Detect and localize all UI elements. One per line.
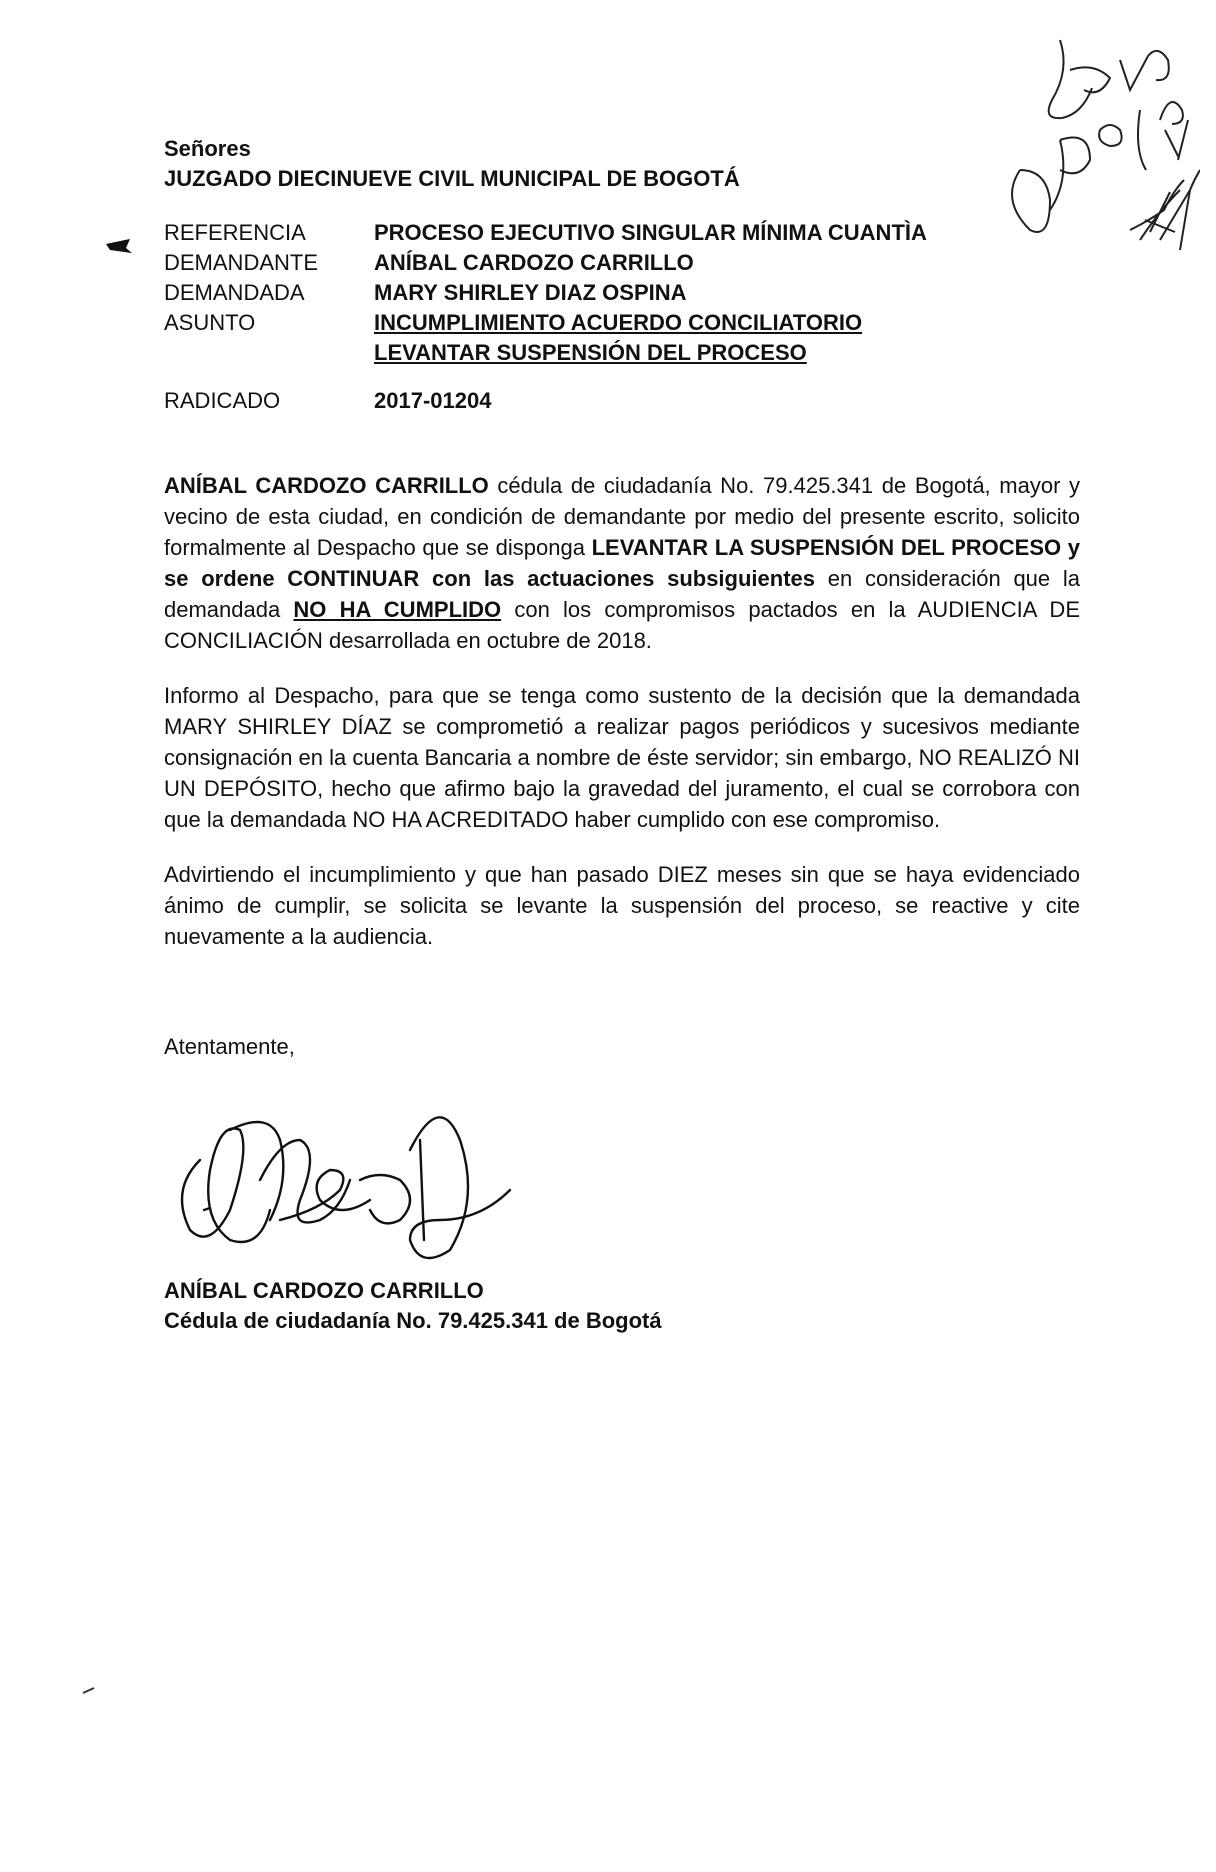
paragraph-3: Advirtiendo el incumplimiento y que han pasado DIEZ meses sin que se haya evidenciado ánimo de cumplir, se solicita se levante la suspensión del proceso, se reactive y cite nuevamente a la audiencia.: [164, 862, 1080, 949]
request-emphasis: LEVANTAR LA SUSPENSIÓN DEL PROCESO y se ordene CONTINUAR con las actuaciones subsiguientes: [164, 535, 1080, 591]
paragraph-2: Informo al Despacho, para que se tenga como sustento de la decisión que la demandada MARY SHIRLEY DÍAZ se comprometió a realizar pagos periódicos y sucesivos mediante consignación en la cuenta Bancaria a nombre de éste servidor; sin embargo, NO REALIZÓ NI UN DEPÓSITO, hecho que afirmo bajo la gravedad del juramento, el cual se corrobora con que la demandada NO HA ACREDITADO haber cumplido con ese compromiso.: [164, 683, 1080, 832]
signer-name: ANÍBAL CARDOZO CARRILLO: [164, 1278, 484, 1303]
court-name: JUZGADO DIECINUEVE CIVIL MUNICIPAL DE BOGOTÁ: [164, 166, 740, 191]
ref-key: DEMANDANTE: [164, 250, 319, 275]
signature: [160, 1090, 540, 1260]
ref-value: LEVANTAR SUSPENSIÓN DEL PROCESO: [374, 340, 807, 365]
ref-row-radicado: [164, 386, 927, 416]
ref-row-asunto: [164, 308, 927, 368]
punch-mark: [104, 236, 134, 256]
closing-line: Atentamente,: [164, 1034, 295, 1059]
addressee-block: [164, 134, 740, 194]
reference-table: [164, 218, 927, 416]
signer-block: [164, 1276, 662, 1336]
ref-row-referencia: [164, 218, 927, 248]
non-compliance-emphasis: NO HA CUMPLIDO: [293, 597, 502, 622]
ref-row-demandada: [164, 278, 927, 308]
ref-value: INCUMPLIMIENTO ACUERDO CONCILIATORIO: [374, 310, 863, 335]
salutation: Señores: [164, 136, 251, 161]
ref-key: REFERENCIA: [164, 220, 306, 245]
ref-key: RADICADO: [164, 388, 281, 413]
paragraph-1: [164, 470, 1080, 656]
text-segment: en consideración que la demandada: [164, 566, 1081, 622]
ref-value-stack: [374, 308, 862, 368]
handwritten-annotation: [1000, 20, 1200, 290]
scan-speck: [82, 1686, 96, 1694]
ref-key: DEMANDADA: [164, 280, 305, 305]
text-segment: cédula de ciudadanía No. 79.425.341 de Bogotá, mayor y vecino de esta ciudad, en condición de demandante por medio del presente escrito, solicito formalmente al Despacho que se disponga: [164, 473, 1081, 560]
ref-value: ANÍBAL CARDOZO CARRILLO: [374, 250, 694, 275]
ref-value: PROCESO EJECUTIVO SINGULAR MÍNIMA CUANTÌA: [374, 220, 927, 245]
letter-body: [164, 470, 1080, 976]
ref-key: ASUNTO: [164, 310, 256, 335]
ref-value: 2017-01204: [374, 388, 492, 413]
claimant-name: ANÍBAL CARDOZO CARRILLO: [164, 473, 489, 498]
signer-id: Cédula de ciudadanía No. 79.425.341 de Bogotá: [164, 1308, 662, 1333]
ref-row-demandante: [164, 248, 927, 278]
text-segment: con los compromisos pactados en la AUDIENCIA DE CONCILIACIÓN desarrollada en octubre de 2018.: [164, 597, 1080, 653]
ref-value: MARY SHIRLEY DIAZ OSPINA: [374, 280, 687, 305]
